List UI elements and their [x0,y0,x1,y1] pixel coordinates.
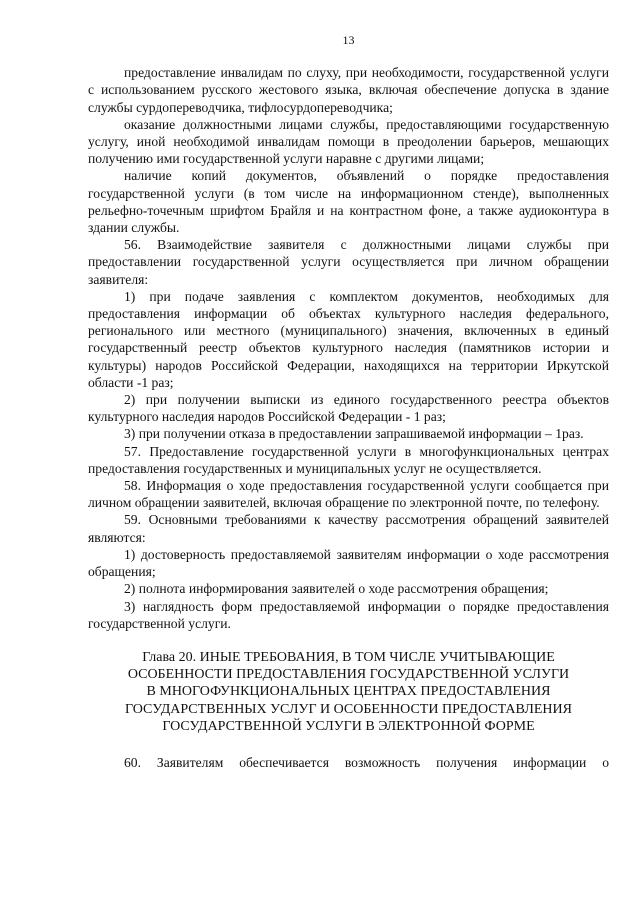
paragraph-58: 58. Информация о ходе предоставления государственной услуги сообщается при личном обращении заявителей, включая обращение по электронной почте, по телефону. [88,478,609,511]
paragraph-59-item-2: 2) полнота информирования заявителей о ходе рассмотрения обращения; [124,581,549,597]
paragraph-57: 57. Предоставление государственной услуги в многофункциональных центрах предоставления государственных и муниципальных услуг не осуществляется. [88,443,609,476]
paragraph-59-item-1: 1) достоверность предоставляемой заявителям информации о ходе рассмотрения обращения; [88,546,609,580]
paragraph-59-item-3: 3) наглядность форм предоставляемой информации о порядке предоставления государственной услуги. [88,598,609,631]
paragraph-56-item-3: 3) при получении отказа в предоставлении запрашиваемой информации – 1раз. [124,426,584,442]
heading-line: ОСОБЕННОСТИ ПРЕДОСТАВЛЕНИЯ ГОСУДАРСТВЕННОЙ УСЛУГИ [127,667,570,683]
paragraph-56-item-1: 1) при подаче заявления с комплектом документов, необходимых для предоставления информации об объектах культурного наследия федерального, регионального или местного (муниципального) значения, включенных в единый государственный реестр объектов культурного наследия (памятников истории и культуры) народов Российской Федерации, находящихся на территории Иркутской области -1 раз; [88,288,609,390]
paragraph-60: 60. Заявителям обеспечивается возможность получения информации о [124,754,609,770]
paragraph-sign-language: предоставление инвалидам по слуху, при необходимости, государственной услуги с использованием русского жестового языка, включая обеспечение допуска в здание службы сурдопереводчика, тифлосурдопереводчика; [88,65,609,115]
heading-line: ГОСУДАРСТВЕННОЙ УСЛУГИ В ЭЛЕКТРОННОЙ ФОРМЕ [162,718,535,734]
paragraph-59: 59. Основными требованиями к качеству рассмотрения обращений заявителей являются: [88,512,609,545]
paragraph-assistance: оказание должностными лицами службы, предоставляющими государственную услугу, иной необходимой инвалидам помощи в преодолении барьеров, мешающих получению ими государственной услуги наравне с другими лицами; [88,116,609,167]
chapter-20-heading [88,649,609,735]
paragraph-56: 56. Взаимодействие заявителя с должностными лицами службы при предоставлении государственной услуги осуществляется при личном обращении заявителя: [88,237,609,287]
heading-line: Глава 20. ИНЫЕ ТРЕБОВАНИЯ, В ТОМ ЧИСЛЕ УЧИТЫВАЮЩИЕ [142,649,555,665]
paragraph-braille: наличие копий документов, объявлений о порядке предоставления государственной услуги (в том числе на информационном стенде), выполненных рельефно-точечным шрифтом Брайля и на контрастном фоне, а также аудиоконтура в здании службы. [88,168,609,236]
page-number: 13 [342,33,355,47]
heading-line: ГОСУДАРСТВЕННЫХ УСЛУГ И ОСОБЕННОСТИ ПРЕДОСТАВЛЕНИЯ [125,701,572,717]
heading-line: В МНОГОФУНКЦИОНАЛЬНЫХ ЦЕНТРАХ ПРЕДОСТАВЛЕНИЯ [146,684,551,700]
paragraph-56-item-2: 2) при получении выписки из единого государственного реестра объектов культурного наследия народов Российской Федерации - 1 раз; [88,392,609,425]
